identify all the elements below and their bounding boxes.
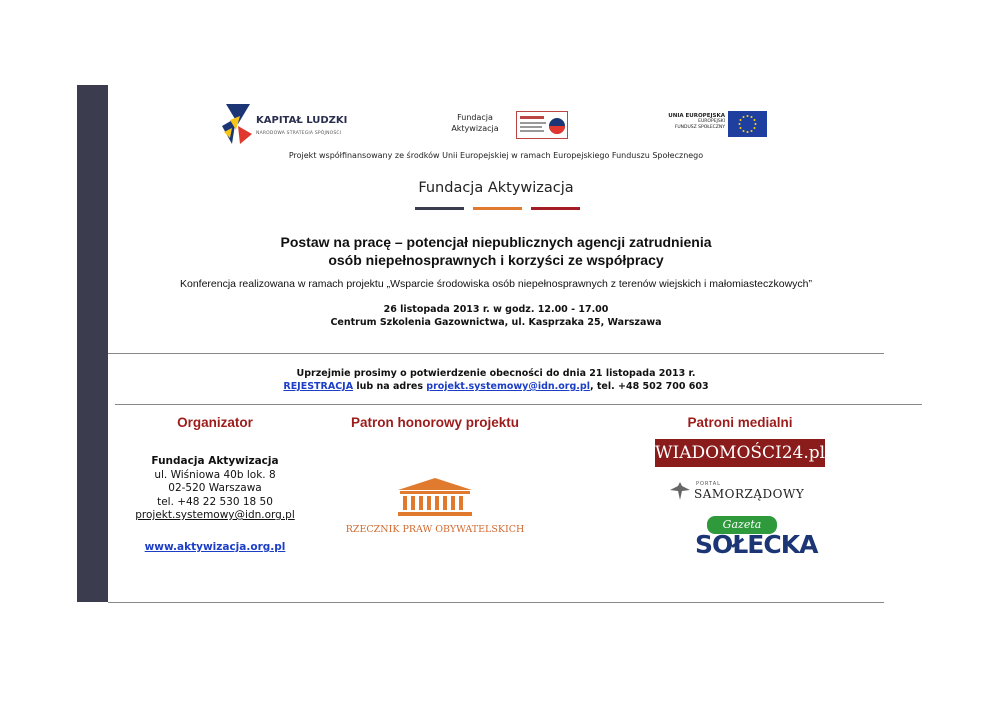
- patron-heading: Patron honorowy projektu: [350, 415, 519, 430]
- event-date-venue: [150, 303, 842, 329]
- rsvp-line2: [150, 380, 842, 393]
- rpo-logo-text: RZECZNIK PRAW OBYWATELSKICH: [345, 524, 525, 535]
- organizer-phone: tel. +48 22 530 18 50: [157, 495, 273, 508]
- left-sidebar-bar: [77, 85, 108, 602]
- kapital-ludzki-emblem-icon: [222, 104, 254, 144]
- website-block: [115, 541, 315, 553]
- fundacja-logo-line1: Fundacja: [457, 113, 493, 122]
- portal-big-text: SAMORZĄDOWY: [694, 487, 805, 501]
- fundacja-badge-icon: [517, 112, 567, 138]
- rsvp-line1: Uprzejmie prosimy o potwierdzenie obecności do dnia 21 listopada 2013 r.: [296, 368, 696, 379]
- rpo-building-icon: [340, 476, 530, 522]
- media-patrons-heading: Patroni medialni: [687, 415, 793, 430]
- portal-small-text: PORTAL: [696, 481, 721, 487]
- wiadomosci24-logo: WIADOMOŚCI24.pl: [655, 439, 825, 467]
- foundation-title: Fundacja Aktywizacja: [418, 180, 574, 196]
- kapital-ludzki-subtitle: NARODOWA STRATEGIA SPÓJNOŚCI: [256, 131, 342, 136]
- organizer-name: Fundacja Aktywizacja: [151, 455, 279, 467]
- ue-logo-line3: FUNDUSZ SPOŁECZNY: [674, 125, 725, 130]
- organizer-details: [115, 455, 315, 523]
- solecka-text: SOŁECKA: [695, 530, 818, 559]
- event-title-line1: Postaw na pracę – potencjał niepublicznych agencji zatrudnienia: [280, 234, 712, 250]
- event-venue: Centrum Szkolenia Gazownictwa, ul. Kasprzaka 25, Warszawa: [330, 317, 662, 328]
- conference-description: Konferencja realizowana w ramach projektu „Wsparcie środowiska osób niepełnosprawnych z terenów wiejskich i małomiasteczkowych”: [179, 278, 813, 290]
- event-title: [150, 233, 842, 269]
- organizer-city: 02-520 Warszawa: [168, 482, 262, 494]
- registration-link[interactable]: REJESTRACJA: [283, 381, 354, 392]
- rsvp-mid-text: lub na adres: [353, 381, 427, 392]
- ue-logo-text: [650, 113, 725, 131]
- rsvp-phone: , tel. +48 502 700 603: [589, 381, 709, 392]
- kapital-ludzki-logo: [222, 104, 372, 144]
- rsvp-block: [150, 367, 842, 393]
- event-date: 26 listopada 2013 r. w godz. 12.00 - 17.00: [383, 304, 609, 315]
- website-link[interactable]: www.aktywizacja.org.pl: [144, 541, 286, 553]
- gazeta-text: Gazeta: [707, 516, 777, 534]
- ue-logo-line2: EUROPEJSKI: [698, 119, 725, 124]
- divider: [108, 353, 884, 354]
- organizer-heading: Organizator: [177, 415, 253, 430]
- organizer-street: ul. Wiśniowa 40b lok. 8: [154, 468, 276, 481]
- divider: [115, 404, 922, 405]
- rsvp-email-link[interactable]: projekt.systemowy@idn.org.pl: [426, 381, 590, 392]
- fundacja-logo-text: [440, 112, 510, 134]
- fundacja-logo-badge: [516, 111, 568, 139]
- organizer-email-link[interactable]: projekt.systemowy@idn.org.pl: [135, 509, 295, 521]
- event-title-line2: osób niepełnosprawnych i korzyści ze współpracy: [328, 252, 664, 268]
- rpo-logo: [340, 476, 530, 536]
- fundacja-logo-line2: Aktywizacja: [451, 124, 499, 133]
- ue-logo-line1: UNIA EUROPEJSKA: [668, 113, 725, 119]
- underline-orange: [473, 207, 522, 210]
- gazeta-solecka-logo: [695, 516, 818, 574]
- portal-samorzadowy-logo: [668, 481, 818, 503]
- portal-samorzadowy-eagle-icon: [668, 482, 692, 502]
- eu-flag-icon: [728, 111, 767, 137]
- underline-red: [531, 207, 580, 210]
- divider: [108, 602, 884, 603]
- cofinancing-note: Projekt współfinansowany ze środków Unii Europejskiej w ramach Europejskiego Funduszu Społecznego: [288, 151, 704, 160]
- kapital-ludzki-name: KAPITAŁ LUDZKI: [256, 115, 348, 126]
- underline-dark: [415, 207, 464, 210]
